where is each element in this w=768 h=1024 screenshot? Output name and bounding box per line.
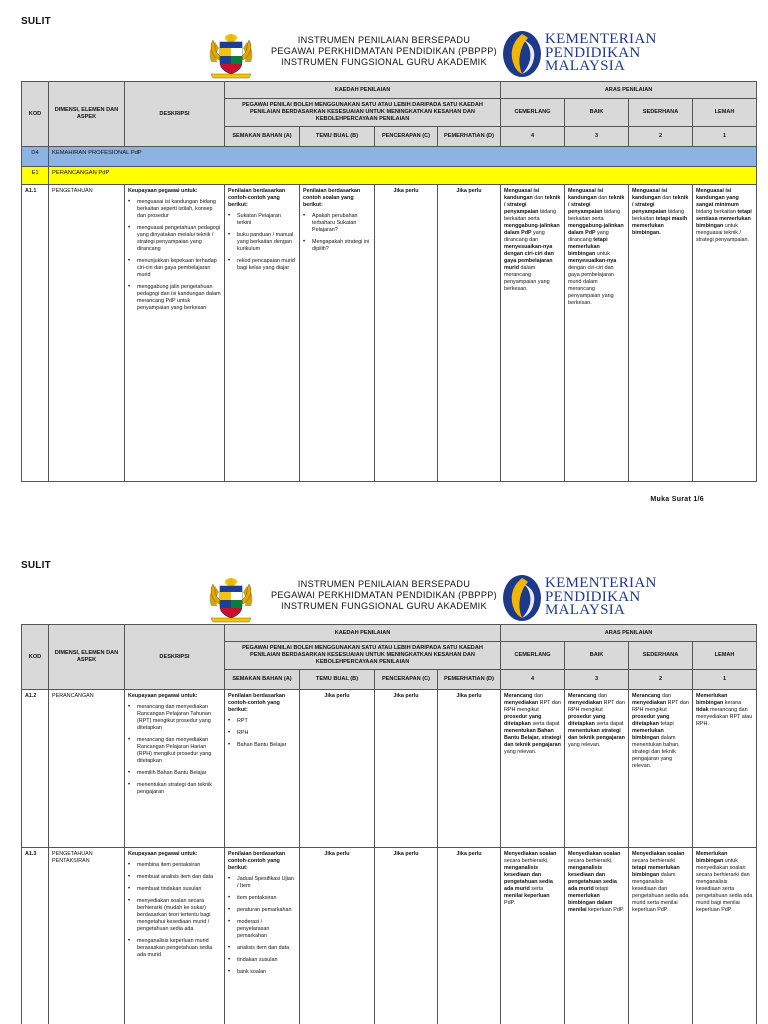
semakan-intro: Penilaian berdasarkan contoh-contoh yang berikut:	[228, 851, 286, 871]
list-item: • Bahan Bantu Belajar	[228, 742, 296, 749]
list-item: • Apakah perubahan terbaharu Sukatan Pelajaran?	[303, 213, 371, 234]
score-3: 3	[565, 670, 629, 690]
text-segment: yang relevan.	[504, 749, 537, 755]
text-segment: kerana	[723, 700, 742, 706]
semakan-list	[228, 213, 296, 272]
text-segment: serta	[529, 886, 544, 892]
text-segment: Menguasai isi kandungan	[568, 188, 604, 201]
text-segment: tetapi sentiasa memerlukan bimbingan	[696, 209, 752, 229]
kpm-line-1: KEMENTERIAN	[545, 575, 657, 591]
text-segment: serta dapat	[594, 721, 624, 727]
row-baik	[565, 848, 629, 1024]
text-segment: Merancang	[504, 693, 533, 699]
text-segment: menggabung-jalinkan dalam PdP	[568, 223, 624, 236]
list-item: • memilih Bahan Bantu Belajar	[128, 770, 221, 777]
col-dimensi: DIMENSI, ELEMEN DAN ASPEK	[49, 82, 125, 147]
col-kaedah: KAEDAH PENILAIAN	[225, 625, 501, 642]
text-segment: dan	[532, 195, 545, 201]
desc-intro: Keupayaan pegawai untuk:	[128, 188, 198, 194]
col-aras: ARAS PENILAIAN	[501, 625, 757, 642]
text-segment: memerlukan bimbingan	[632, 728, 664, 741]
text-segment: dan	[660, 693, 671, 699]
col-deskripsi: DESKRIPSI	[125, 82, 225, 147]
kaedah-note: PEGAWAI PENILAI BOLEH MENGGUNAKAN SATU ATAU LEBIH DARIPADA SATU KAEDAH PENILAIAN BERDASARKAN KESESUAIAN UNTUK MENINGKATKAN KESAHAN DAN KEBOLEHPERCAYAAN PENILAIAN	[225, 99, 501, 127]
row-sederhana	[629, 848, 693, 1024]
text-segment: dan	[596, 693, 607, 699]
text-segment: secara berhierarki	[632, 858, 676, 864]
col-kaedah: KAEDAH PENILAIAN	[225, 82, 501, 99]
desc-list	[128, 199, 221, 312]
section-row	[22, 147, 757, 167]
row-pencerapan: Jika perlu	[375, 848, 438, 1024]
text-segment: Merancang	[632, 693, 661, 699]
table-row	[22, 690, 757, 848]
text-segment: tetapi masih memerlukan bimbingan.	[632, 216, 688, 236]
text-segment: tetapi memerlukan bimbingan	[568, 237, 608, 257]
text-segment: dan	[596, 195, 609, 201]
text-segment: menilai keperluan	[504, 893, 550, 899]
row-semakan	[225, 185, 300, 482]
text-segment: dan	[532, 693, 543, 699]
text-segment: prosedur yang ditetapkan	[504, 714, 542, 727]
kpm-logo-icon	[502, 574, 542, 622]
list-item: • menganalisis keperluan murid berasaskan pengetahuan sedia ada murid	[128, 938, 221, 959]
text-segment: dengan ciri-ciri dan gaya pembelajaran murid dalam merancang penyampaian yang berkesan.	[568, 265, 614, 306]
text-segment: tidak	[696, 707, 709, 713]
row-deskripsi	[125, 185, 225, 482]
col-semakan: SEMAKAN BAHAN (A)	[225, 127, 300, 147]
desc-list	[128, 862, 221, 959]
row-temu-bual	[300, 185, 375, 482]
row-pemerhatian: Jika perlu	[438, 848, 501, 1024]
score-4: 4	[501, 127, 565, 147]
list-item: • menguasai isi kandungan bidang berkaitan seperti istilah, konsep dan prosedur	[128, 199, 221, 220]
list-item: • analisis item dan data	[228, 945, 296, 952]
list-item: • menunjukkan kepekaan terhadap ciri-ciri dan gaya pembelajaran murid	[128, 258, 221, 279]
kpm-wordmark	[545, 33, 657, 74]
row-kod: A1.1	[22, 185, 49, 482]
text-segment: dalam menganalisis kesediaan dan pengetahuan sedia ada murid serta menilai keperluan PdP.	[632, 872, 689, 913]
row-cemerlang	[501, 185, 565, 482]
text-segment: yang dirancang dan	[504, 230, 545, 243]
text-segment: tetapi	[658, 721, 674, 727]
text-segment: menyesuaikan-nya dengan ciri-ciri dan gaya pembelajaran murid	[504, 244, 554, 271]
kpm-line-2: PENDIDIKAN	[545, 44, 641, 61]
row-temu-bual: Jika perlu	[300, 690, 375, 848]
list-item: • bank soalan	[228, 969, 296, 976]
text-segment: dalam menentukan bahan, strategi dan teknik pengajaran yang relevan.	[632, 735, 680, 769]
list-item: • tindakan susulan	[228, 957, 296, 964]
title-line-1: INSTRUMEN PENILAIAN BERSEPADU	[297, 579, 471, 589]
text-segment: tetapi	[593, 886, 609, 892]
document-header	[0, 574, 768, 624]
document-title	[268, 35, 500, 68]
col-kod: KOD	[22, 82, 49, 147]
row-deskripsi	[125, 848, 225, 1024]
text-segment: secara berhierarki,	[504, 858, 549, 864]
section-kod: D4	[22, 147, 49, 167]
text-segment: serta dapat	[530, 721, 560, 727]
text-segment: dalam merancang penyampaian yang berkesan.	[504, 265, 550, 292]
row-deskripsi	[125, 690, 225, 848]
kpm-logo-icon	[502, 30, 542, 78]
desc-intro: Keupayaan pegawai untuk:	[128, 851, 198, 857]
text-segment: menyediakan	[632, 700, 667, 706]
document-title	[268, 579, 500, 612]
row-lemah	[693, 185, 757, 482]
text-segment: yang dirancang	[568, 230, 609, 243]
text-segment: keperluan PdP.	[586, 907, 625, 913]
list-item: • rekod pencapaian murid bagi kelas yang diajar	[228, 258, 296, 272]
col-baik: BAIK	[565, 642, 629, 670]
row-lemah	[693, 848, 757, 1024]
text-segment: dan	[660, 195, 673, 201]
list-item: • menentukan strategi dan teknik pengajaran	[128, 782, 221, 796]
row-aspek: PENGETAHUAN PENTAKSIRAN	[49, 848, 125, 1024]
col-deskripsi: DESKRIPSI	[125, 625, 225, 690]
element-row	[22, 167, 757, 185]
text-segment: untuk	[595, 251, 610, 257]
row-kod: A1.3	[22, 848, 49, 1024]
text-segment: Menguasai isi kandungan	[504, 188, 540, 201]
text-segment: menentukan strategi dan teknik pengajaran	[568, 728, 625, 741]
text-segment: RPT dan RPH mengikut	[568, 700, 625, 713]
semakan-intro: Penilaian berdasarkan contoh-contoh yang berikut:	[228, 188, 286, 208]
text-segment: teknik / strategi penyampaian	[568, 195, 625, 215]
text-segment: menentukan Bahan Bantu Belajar, strategi dan teknik pengajaran	[504, 728, 561, 748]
page-number: Muka Surat 1/6	[650, 496, 704, 503]
title-line-2: PEGAWAI PERKHIDMATAN PENDIDIKAN (PBPPP)	[270, 46, 498, 56]
row-baik	[565, 185, 629, 482]
text-segment: menganalisis kesediaan dan pengetahuan sedia ada murid	[504, 865, 553, 892]
row-pemerhatian: Jika perlu	[438, 185, 501, 482]
text-segment: secara berhierarki,	[568, 858, 613, 864]
document-header	[0, 30, 768, 80]
assessment-table	[21, 624, 757, 1024]
list-item: • merancang dan menyediakan Rancangan Pelajaran Tahunan (RPT) mengikut prosedur yang ditetapkan	[128, 704, 221, 732]
list-item: • Jadual Spesifikasi Ujian / Item	[228, 876, 296, 890]
text-segment: menggabung-jalinkan dalam PdP	[504, 223, 560, 236]
col-temu-bual: TEMU BUAL (B)	[300, 127, 375, 147]
semakan-list	[228, 718, 296, 749]
col-pencerapan: PENCERAPAN (C)	[375, 670, 438, 690]
kpm-wordmark	[545, 577, 657, 618]
text-segment: Menyediakan soalan	[504, 851, 557, 857]
element-kod: E1	[22, 167, 49, 185]
text-segment: prosedur yang ditetapkan	[568, 714, 606, 727]
sulit-label: SULIT	[21, 16, 51, 27]
malaysia-coat-of-arms-icon	[205, 576, 257, 624]
text-segment: Menguasai isi kandungan yang sangat minimum	[696, 188, 739, 208]
list-item: • buku panduan / manual yang berkaitan dengan kurikulum	[228, 232, 296, 253]
score-2: 2	[629, 670, 693, 690]
desc-intro: Keupayaan pegawai untuk:	[128, 693, 198, 699]
title-line-3: INSTRUMEN FUNGSIONAL GURU AKADEMIK	[281, 601, 487, 611]
title-line-1: INSTRUMEN PENILAIAN BERSEPADU	[297, 35, 471, 45]
text-segment: menganalisis kesediaan dan pengetahuan sedia ada murid	[568, 865, 617, 892]
score-1: 1	[693, 670, 757, 690]
element-label: PERANCANGAN PdP	[49, 167, 757, 185]
row-semakan	[225, 848, 300, 1024]
temu-bual-intro: Penilaian berdasarkan contoh soalan yang berikut:	[303, 188, 361, 208]
text-segment: Merancang	[568, 693, 597, 699]
col-pencerapan: PENCERAPAN (C)	[375, 127, 438, 147]
text-segment: bidang berkaitan	[632, 209, 685, 222]
col-lemah: LEMAH	[693, 642, 757, 670]
assessment-table	[21, 81, 757, 482]
list-item: • menggabung jalin pengetahuan pedagogi dan isi kandungan dalam merancang PdP untuk penyampaian yang berkesan	[128, 284, 221, 312]
text-segment: Menguasai isi kandungan	[632, 188, 668, 201]
temu-bual-list	[303, 213, 371, 253]
text-segment: teknik / strategi penyampaian	[504, 195, 561, 215]
row-sederhana	[629, 185, 693, 482]
text-segment: menyediakan	[504, 700, 539, 706]
section-label: KEMAHIRAN PROFESIONAL PdP	[49, 147, 757, 167]
text-segment: Memerlukan bimbingan	[696, 693, 728, 706]
text-segment: menyediakan	[568, 700, 603, 706]
text-segment: tetapi memerlukan bimbingan	[632, 865, 680, 878]
col-sederhana: SEDERHANA	[629, 99, 693, 127]
text-segment: menyesuaikan-nya	[568, 258, 617, 264]
table-row	[22, 848, 757, 1024]
col-cemerlang: CEMERLANG	[501, 99, 565, 127]
row-cemerlang	[501, 690, 565, 848]
score-2: 2	[629, 127, 693, 147]
col-kod: KOD	[22, 625, 49, 690]
col-baik: BAIK	[565, 99, 629, 127]
row-pencerapan: Jika perlu	[375, 185, 438, 482]
col-semakan: SEMAKAN BAHAN (A)	[225, 670, 300, 690]
row-sederhana	[629, 690, 693, 848]
list-item: • RPH	[228, 730, 296, 737]
text-segment: teknik / strategi penyampaian	[632, 195, 689, 215]
list-item: • membina item pentaksiran	[128, 862, 221, 869]
text-segment: merancang dan menyediakan RPT atau RPH.	[696, 707, 753, 727]
col-pemerhatian: PEMERHATIAN (D)	[438, 670, 501, 690]
score-1: 1	[693, 127, 757, 147]
kpm-line-3: MALAYSIA	[545, 602, 626, 619]
row-temu-bual: Jika perlu	[300, 848, 375, 1024]
list-item: • RPT	[228, 718, 296, 725]
text-segment: yang relevan.	[568, 742, 601, 748]
row-kod: A1.2	[22, 690, 49, 848]
col-cemerlang: CEMERLANG	[501, 642, 565, 670]
text-segment: bidang berkaitan serta	[504, 209, 557, 222]
malaysia-coat-of-arms-icon	[205, 32, 257, 80]
kaedah-note: PEGAWAI PENILAI BOLEH MENGGUNAKAN SATU ATAU LEBIH DARIPADA SATU KAEDAH PENILAIAN BERDASARKAN KESESUAIAN UNTUK MENINGKATKAN KESAHAN DAN KEBOLEHPERCAYAAN PENILAIAN	[225, 642, 501, 670]
col-dimensi: DIMENSI, ELEMEN DAN ASPEK	[49, 625, 125, 690]
list-item: • peraturan pemarkahan	[228, 907, 296, 914]
text-segment: prosedur yang ditetapkan	[632, 714, 670, 727]
list-item: • item pentaksiran	[228, 895, 296, 902]
kpm-line-3: MALAYSIA	[545, 58, 626, 75]
row-aspek: PERANCANGAN	[49, 690, 125, 848]
table-row	[22, 185, 757, 482]
desc-list	[128, 704, 221, 796]
row-pemerhatian: Jika perlu	[438, 690, 501, 848]
text-segment: Memerlukan bimbingan	[696, 851, 728, 864]
sulit-label: SULIT	[21, 560, 51, 571]
text-segment: RPT dan RPH mengikut	[504, 700, 561, 713]
list-item: • moderasi / penyelarasan pemarkahan	[228, 919, 296, 940]
row-semakan	[225, 690, 300, 848]
kpm-line-1: KEMENTERIAN	[545, 31, 657, 47]
text-segment: Menyediakan soalan	[632, 851, 685, 857]
col-temu-bual: TEMU BUAL (B)	[300, 670, 375, 690]
list-item: • menguasai pengetahuan pedagogi yang dinyatakan melalui teknik / strategi penyampaian yang dirancang	[128, 225, 221, 253]
title-line-2: PEGAWAI PERKHIDMATAN PENDIDIKAN (PBPPP)	[270, 590, 498, 600]
text-segment: untuk menguasai teknik / strategi penyampaian.	[696, 223, 750, 243]
text-segment: RPT dan RPH mengikut	[632, 700, 689, 713]
list-item: • Mengapakah strategi ini dipilih?	[303, 239, 371, 253]
text-segment: memerlukan bimbingan dalam menilai	[568, 893, 613, 913]
col-aras: ARAS PENILAIAN	[501, 82, 757, 99]
text-segment: bidang berkaitan	[696, 209, 738, 215]
col-lemah: LEMAH	[693, 99, 757, 127]
row-aspek: PENGETAHUAN	[49, 185, 125, 482]
text-segment: Menyediakan soalan	[568, 851, 621, 857]
kpm-line-2: PENDIDIKAN	[545, 588, 641, 605]
score-3: 3	[565, 127, 629, 147]
list-item: • menyediakan soalan secara berhierarki (mudah ke sukar) berdasarkan teori tertentu bagi mengetahui kesediaan murid / pengetahuan sedia ada	[128, 898, 221, 933]
text-segment: PdP.	[504, 900, 516, 906]
score-4: 4	[501, 670, 565, 690]
row-cemerlang	[501, 848, 565, 1024]
title-line-3: INSTRUMEN FUNGSIONAL GURU AKADEMIK	[281, 57, 487, 67]
text-segment: bidang berkaitan serta	[568, 209, 621, 222]
semakan-intro: Penilaian berdasarkan contoh-contoh yang berikut:	[228, 693, 286, 713]
col-sederhana: SEDERHANA	[629, 642, 693, 670]
col-pemerhatian: PEMERHATIAN (D)	[438, 127, 501, 147]
row-baik	[565, 690, 629, 848]
row-lemah	[693, 690, 757, 848]
list-item: • merancang dan menyediakan Rancangan Pelajaran Harian (RPH) mengikut prosedur yang ditetapkan	[128, 737, 221, 765]
list-item: • membuat tindakan susulan	[128, 886, 221, 893]
list-item: • membuat analisis item dan data	[128, 874, 221, 881]
row-pencerapan: Jika perlu	[375, 690, 438, 848]
page-2	[0, 548, 768, 1024]
list-item: • Sukatan Pelajaran terkini	[228, 213, 296, 227]
semakan-list	[228, 876, 296, 976]
text-segment: untuk menyediakan soalan secara berhierarki dan menganalisis kesediaan serta pengetahuan sedia ada murid bagi menilai keperluan PdP.	[696, 858, 753, 913]
